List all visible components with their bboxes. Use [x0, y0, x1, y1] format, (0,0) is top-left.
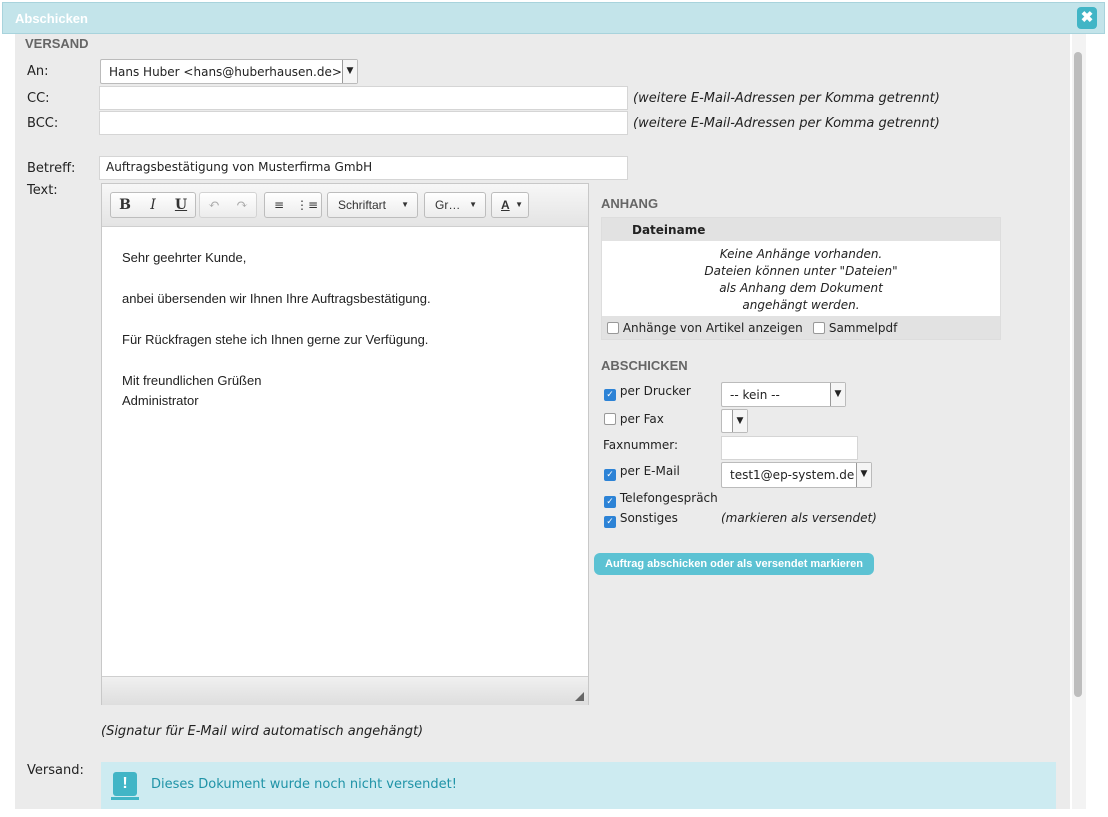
fax-select[interactable] [721, 409, 748, 433]
cc-input[interactable] [99, 86, 628, 110]
caret-down-icon: ▼ [401, 200, 409, 209]
show-article-attachments-label: Anhänge von Artikel anzeigen [622, 321, 803, 335]
fax-label: per Fax [619, 412, 664, 426]
empty-line: Keine Anhänge vorhanden. [719, 247, 883, 261]
chevron-down-icon: ▼ [830, 383, 845, 406]
underline-button[interactable]: U [174, 197, 188, 213]
bcc-input[interactable] [99, 111, 628, 135]
text-color-icon: A [501, 198, 510, 212]
recipient-select[interactable] [100, 59, 358, 84]
printer-select-value: -- kein -- [730, 388, 780, 402]
cc-label: CC: [27, 91, 50, 106]
resize-handle-icon[interactable] [575, 692, 584, 701]
sonstiges-option[interactable] [604, 511, 678, 528]
editor-toolbar [102, 184, 588, 227]
bcc-label: BCC: [27, 116, 59, 131]
printer-select[interactable] [721, 382, 846, 407]
cc-hint: (weitere E-Mail-Adressen per Komma getrennt) [633, 91, 940, 106]
history-group [199, 192, 257, 218]
bullet-list-icon[interactable]: ⋮≡ [295, 198, 319, 212]
email-label: per E-Mail [619, 464, 680, 478]
alert-icon-base [111, 797, 139, 800]
text-color-dropdown[interactable] [491, 192, 529, 218]
an-label: An: [27, 64, 49, 79]
signature-hint: (Signatur für E-Mail wird automatisch angehängt) [101, 724, 424, 739]
versand-status-message: Dieses Dokument wurde noch nicht versendet! [151, 777, 457, 792]
show-article-attachments-checkbox[interactable] [607, 322, 619, 334]
sonstiges-label: Sonstiges [619, 511, 678, 525]
subject-input[interactable]: Auftragsbestätigung von Musterfirma GmbH [99, 156, 628, 180]
column-header-dateiname: Dateiname [632, 223, 706, 237]
bold-button[interactable]: B [119, 197, 131, 213]
rich-text-editor [101, 183, 589, 705]
attachments-header [602, 218, 1000, 241]
sender-email-select[interactable] [721, 462, 872, 488]
drucker-label: per Drucker [619, 384, 691, 398]
font-family-dropdown[interactable] [327, 192, 418, 218]
empty-line: Dateien können unter "Dateien" [704, 264, 898, 278]
format-group [110, 192, 196, 218]
chevron-down-icon: ▼ [856, 463, 871, 487]
close-icon[interactable]: ✖ [1077, 7, 1097, 29]
drucker-checkbox[interactable]: ✓ [604, 389, 616, 401]
alert-icon: ! [113, 772, 137, 796]
caret-down-icon: ▼ [469, 200, 477, 209]
editor-statusbar [102, 676, 588, 705]
dialog-titlebar [2, 2, 1105, 34]
caret-down-icon: ▼ [515, 200, 523, 209]
faxnummer-label: Faxnummer: [603, 438, 678, 452]
section-title-abschicken: ABSCHICKEN [601, 358, 688, 373]
attachments-table [601, 217, 1001, 340]
betreff-label: Betreff: [27, 161, 76, 176]
editor-paragraph: anbei übersenden wir Ihnen Ihre Auftragsbestätigung. [122, 291, 431, 306]
section-title-versand: VERSAND [25, 36, 89, 51]
drucker-option[interactable] [604, 384, 691, 401]
empty-line: angehängt werden. [742, 298, 860, 312]
telefon-label: Telefongespräch [619, 491, 718, 505]
redo-icon[interactable]: ↷ [236, 197, 248, 213]
editor-paragraph: Für Rückfragen stehe ich Ihnen gerne zur Verfügung. [122, 332, 429, 347]
sonstiges-hint: (markieren als versendet) [721, 511, 877, 525]
font-size-dropdown[interactable] [424, 192, 486, 218]
email-option[interactable] [604, 464, 680, 481]
telefon-checkbox[interactable]: ✓ [604, 496, 616, 508]
fax-option[interactable] [604, 412, 664, 426]
font-size-value: Gr… [435, 198, 461, 212]
section-title-anhang: ANHANG [601, 196, 659, 211]
submit-button[interactable]: Auftrag abschicken oder als versendet markieren [594, 553, 874, 575]
sonstiges-checkbox[interactable]: ✓ [604, 516, 616, 528]
ordered-list-icon[interactable]: ≡ [273, 198, 285, 212]
show-article-attachments-option[interactable] [607, 321, 803, 335]
scrollbar-thumb[interactable] [1074, 52, 1082, 697]
telefon-option[interactable] [604, 491, 718, 508]
sammelpdf-label: Sammelpdf [828, 321, 898, 335]
email-checkbox[interactable]: ✓ [604, 469, 616, 481]
undo-icon[interactable]: ↶ [208, 197, 220, 213]
recipient-value: Hans Huber <hans@huberhausen.de> [109, 65, 342, 79]
text-label: Text: [27, 183, 58, 198]
versand-status-label: Versand: [27, 763, 84, 778]
attachments-footer [602, 316, 1000, 339]
chevron-down-icon: ▼ [732, 410, 747, 432]
editor-paragraph: Sehr geehrter Kunde, [122, 250, 247, 265]
chevron-down-icon: ▼ [342, 60, 357, 83]
editor-paragraph: Mit freundlichen Grüßen [122, 373, 262, 388]
sammelpdf-checkbox[interactable] [813, 322, 825, 334]
italic-button[interactable]: I [150, 197, 156, 213]
bcc-hint: (weitere E-Mail-Adressen per Komma getrennt) [633, 116, 940, 131]
empty-line: als Anhang dem Dokument [719, 281, 883, 295]
fax-checkbox[interactable] [604, 413, 616, 425]
editor-content[interactable] [122, 248, 562, 411]
list-group [264, 192, 322, 218]
sammelpdf-option[interactable] [813, 321, 897, 335]
faxnummer-input[interactable] [721, 436, 858, 460]
dialog-title: Abschicken [15, 11, 88, 26]
editor-paragraph: Administrator [122, 393, 199, 408]
attachments-empty-message [602, 246, 1000, 314]
font-family-value: Schriftart [338, 198, 387, 212]
versand-status-notice [101, 762, 1056, 809]
sender-email-value: test1@ep-system.de [730, 468, 855, 482]
